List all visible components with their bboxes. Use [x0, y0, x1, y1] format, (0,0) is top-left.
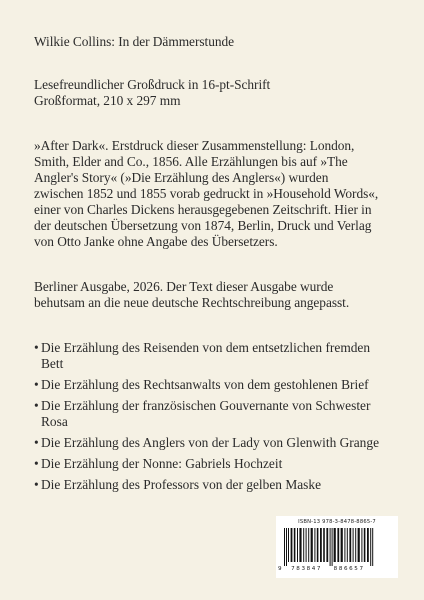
list-item-continuation: Rosa — [41, 414, 68, 429]
about-line: »After Dark«. Erstdruck dieser Zusammenstellung: London, — [34, 138, 355, 153]
barcode-bar — [337, 528, 339, 562]
barcode-bar — [291, 528, 293, 562]
barcode-bar — [299, 528, 301, 562]
ean-right-group: 886657 — [333, 566, 365, 572]
list-item-text: Die Erzählung des Anglers von der Lady von Glenwith Grange — [41, 435, 380, 450]
barcode-bar — [323, 528, 325, 562]
list-item-text: Die Erzählung des Professors von der gelben Maske — [41, 477, 322, 492]
list-item-text: Die Erzählung der französischen Gouvernante von Schwester — [41, 398, 371, 413]
about-line: von Otto Janke ohne Angabe des Übersetzers. — [34, 234, 278, 249]
barcode-bar — [297, 528, 298, 562]
bullet: • — [34, 398, 39, 413]
list-item — [34, 477, 321, 493]
barcode-bar — [355, 528, 356, 562]
isbn-label: ISBN-13 978-3-8478-8865-7 — [298, 519, 376, 525]
bullet: • — [34, 477, 39, 492]
ean-first-digit: 9 — [278, 566, 282, 572]
barcode-bar — [361, 528, 362, 562]
barcode-bar — [303, 528, 304, 562]
barcode-bar — [353, 528, 354, 562]
barcode-bar — [330, 528, 331, 566]
bullet: • — [34, 377, 39, 392]
barcode-bar — [326, 528, 328, 562]
barcode-bar — [334, 528, 336, 562]
barcode-bar — [370, 528, 371, 566]
ean-left-group: 783847 — [291, 566, 323, 572]
list-item — [34, 340, 371, 371]
list-item — [34, 377, 369, 393]
author-title: Wilkie Collins: In der Dämmerstunde — [34, 34, 235, 49]
about-line: Smith, Elder and Co., 1856. Alle Erzählungen bis auf »The — [34, 154, 348, 169]
about-line: Angler's Story« (»Die Erzählung des Anglers«) wurden — [34, 170, 329, 185]
edition-line: behutsam an die neue deutsche Rechtschreibung angepasst. — [34, 295, 350, 310]
about-line: der deutschen Übersetzung von 1874, Berlin, Druck und Verlag — [34, 218, 372, 233]
barcode-bar — [288, 528, 289, 562]
barcode-bar — [372, 528, 373, 566]
barcode-bar — [344, 528, 345, 562]
bullet: • — [34, 340, 39, 355]
list-item — [34, 398, 371, 429]
list-item-text: Die Erzählung der Nonne: Gabriels Hochzeit — [41, 456, 283, 471]
edition-line: Berliner Ausgabe, 2026. Der Text dieser Ausgabe wurde — [34, 279, 334, 294]
list-item-continuation: Bett — [41, 356, 64, 371]
about-line: einer von Charles Dickens herausgegebenen Zeitschrift. Hier in — [34, 202, 372, 217]
barcode-bar — [367, 528, 369, 562]
list-item-text: Die Erzählung des Reisenden von dem entsetzlichen fremden — [41, 340, 371, 355]
barcode — [276, 516, 398, 578]
bullet: • — [34, 456, 39, 471]
bullet: • — [34, 435, 39, 450]
barcode-bar — [320, 528, 322, 562]
barcode-bar — [317, 528, 319, 562]
barcode-bars — [282, 528, 392, 566]
barcode-bar — [358, 528, 360, 562]
barcode-bar — [286, 528, 287, 566]
barcode-bar — [364, 528, 366, 562]
barcode-bar — [332, 528, 333, 566]
list-item-text: Die Erzählung des Rechtsanwalts von dem gestohlenen Brief — [41, 377, 369, 392]
barcode-bar — [284, 528, 285, 566]
ean-digits — [278, 566, 398, 572]
list-item — [34, 435, 379, 451]
barcode-bar — [347, 528, 348, 562]
barcode-bar — [294, 528, 296, 562]
barcode-bar — [308, 528, 309, 562]
barcode-bar — [349, 528, 351, 562]
barcode-bar — [314, 528, 315, 562]
barcode-bar — [306, 528, 307, 562]
barcode-bar — [311, 528, 313, 562]
format-line-2: Großformat, 210 x 297 mm — [34, 93, 181, 108]
format-line-1: Lesefreundlicher Großdruck in 16-pt-Schrift — [34, 77, 271, 92]
list-item — [34, 456, 282, 472]
about-line: zwischen 1852 und 1855 vorab gedruckt in »Household Words«, — [34, 186, 379, 201]
barcode-bar — [341, 528, 343, 562]
